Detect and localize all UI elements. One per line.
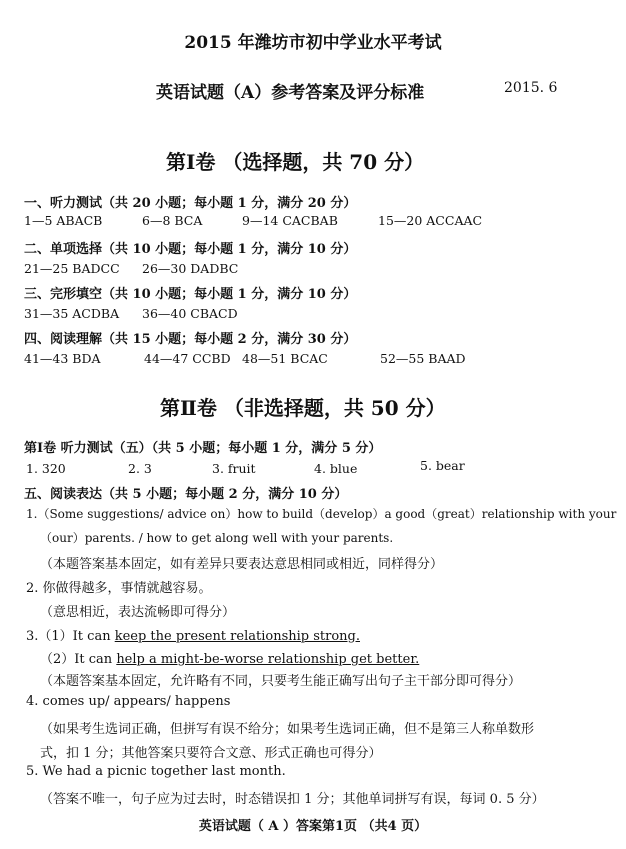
exam-date: 2015. 6 <box>504 80 558 96</box>
answer-41-43: 41—43 BDA <box>24 351 101 366</box>
answer-15-20: 15—20 ACCAAC <box>378 213 483 228</box>
answer-1-5: 1—5 ABACB <box>24 213 103 228</box>
listening5-heading: 第Ⅰ卷 听力测试（五）（共 5 小题；每小题 1 分，满分 5 分） <box>24 441 382 456</box>
exam-title: 2015 年潍坊市初中学业水平考试 <box>184 33 442 53</box>
answer-9-14: 9—14 CACBAB <box>242 213 338 228</box>
q1-answer-line2: （our）parents. / how to get along well with your parents. <box>40 531 394 545</box>
section-cloze-heading: 三、完形填空（共 10 小题；每小题 1 分，满分 10 分） <box>24 287 357 302</box>
listening5-answer-1: 1. 320 <box>26 461 66 476</box>
q1-note: （本题答案基本固定，如有差异只要表达意思相同或相近，同样得分） <box>40 557 444 572</box>
q1-answer-line1: 1.（Some suggestions/ advice on）how to build（develop）a good（great）relationship with your <box>26 507 617 521</box>
q3-answer-2 <box>40 648 419 667</box>
q3-2-underlined: help a might-be-worse relationship get better. <box>116 652 420 667</box>
q3-note: （本题答案基本固定，允许略有不同，只要考生能正确写出句子主干部分即可得分） <box>40 674 522 689</box>
listening5-answer-4: 4. blue <box>314 461 358 476</box>
section-reading-heading: 四、阅读理解（共 15 小题；每小题 2 分，满分 30 分） <box>24 332 357 347</box>
q3-2-prefix: （2）It can <box>40 652 117 667</box>
answer-44-47: 44—47 CCBD <box>144 351 231 366</box>
q4-answer: 4. comes up/ appears/ happens <box>26 694 231 709</box>
part2-title: 第Ⅱ卷 （非选择题，共 50 分） <box>160 396 446 420</box>
listening5-answer-3: 3. fruit <box>212 461 256 476</box>
reading-expression-heading: 五、阅读表达（共 5 小题；每小题 2 分，满分 10 分） <box>24 487 348 502</box>
q3-answer-1 <box>26 625 360 644</box>
q4-note-line2: 式，扣 1 分；其他答案只要符合文意、形式正确也可得分） <box>40 746 382 761</box>
part1-title: 第Ⅰ卷 （选择题，共 70 分） <box>166 150 425 174</box>
section-choice-heading: 二、单项选择（共 10 小题；每小题 1 分，满分 10 分） <box>24 242 357 257</box>
q5-answer: 5. We had a picnic together last month. <box>26 764 286 779</box>
section-listening-heading: 一、听力测试（共 20 小题；每小题 1 分，满分 20 分） <box>24 196 357 211</box>
answer-48-51: 48—51 BCAC <box>242 351 328 366</box>
answer-52-55: 52—55 BAAD <box>380 351 466 366</box>
page-footer: 英语试题（ A ）答案第1页 （共4 页） <box>198 819 428 834</box>
answer-21-25: 21—25 BADCC <box>24 261 120 276</box>
answer-6-8: 6—8 BCA <box>142 213 203 228</box>
answer-26-30: 26—30 DADBC <box>142 261 239 276</box>
listening5-answer-5: 5. bear <box>420 458 465 473</box>
q2-answer: 2. 你做得越多，事情就越容易。 <box>26 581 212 596</box>
q3-1-underlined: keep the present relationship strong. <box>114 629 360 644</box>
listening5-answer-2: 2. 3 <box>128 461 152 476</box>
paper-title: 英语试题（A）参考答案及评分标准 <box>156 83 425 103</box>
q2-note: （意思相近，表达流畅即可得分） <box>40 605 236 620</box>
q3-1-prefix: 3.（1）It can <box>26 629 115 644</box>
q4-note-line1: （如果考生选词正确，但拼写有误不给分；如果考生选词正确，但不是第三人称单数形 <box>40 722 535 737</box>
q5-note: （答案不唯一，句子应为过去时，时态错误扣 1 分；其他单词拼写有误，每词 0. 5 分） <box>40 792 545 807</box>
answer-36-40: 36—40 CBACD <box>142 306 238 321</box>
answer-31-35: 31—35 ACDBA <box>24 306 120 321</box>
